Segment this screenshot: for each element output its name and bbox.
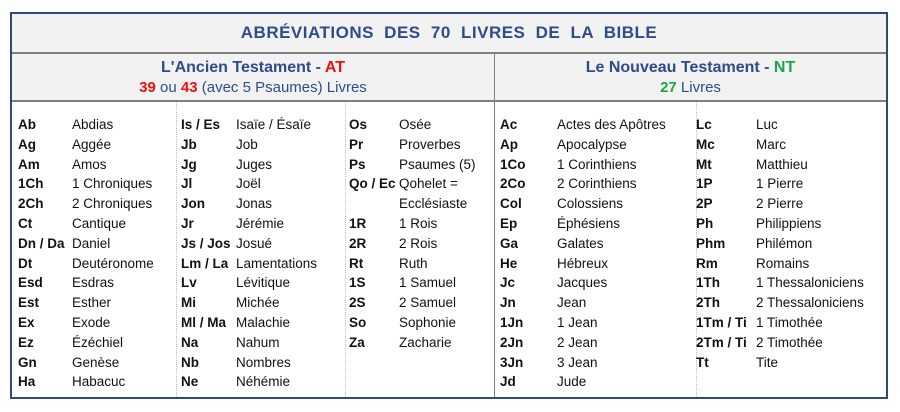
book-name: 2 Timothée xyxy=(756,334,823,350)
book-abbreviation: 1Co xyxy=(500,156,526,172)
book-row xyxy=(181,194,317,214)
book-row xyxy=(181,313,317,333)
book-row xyxy=(18,115,154,135)
book-abbreviation: 2Tm / Ti xyxy=(696,334,747,350)
book-abbreviation: So xyxy=(349,314,367,330)
book-name: 2 Samuel xyxy=(399,295,457,311)
at-column-2 xyxy=(181,115,317,392)
book-row xyxy=(181,174,317,194)
book-name: 2 Thessaloniciens xyxy=(756,295,864,311)
at-heading: L'Ancien Testament - xyxy=(161,59,325,76)
book-abbreviation: Lm / La xyxy=(181,255,229,271)
book-row xyxy=(181,333,317,353)
book-row xyxy=(18,174,154,194)
book-row xyxy=(18,155,154,175)
book-abbreviation: Jn xyxy=(500,295,516,311)
book-name: Ecclésiaste xyxy=(399,196,468,212)
book-abbreviation: Ha xyxy=(18,374,36,390)
book-row xyxy=(500,372,666,392)
nt-count: 27 xyxy=(660,79,677,96)
book-name: 1 Pierre xyxy=(756,176,804,192)
book-row xyxy=(696,313,864,333)
book-abbreviation: Dn / Da xyxy=(18,235,65,251)
book-name: Jean xyxy=(557,295,587,311)
book-name: Zacharie xyxy=(399,334,452,350)
book-name: Habacuc xyxy=(72,374,126,390)
book-name: Jérémie xyxy=(236,215,285,231)
book-name: Jude xyxy=(557,374,587,390)
book-row xyxy=(18,372,154,392)
at-count-alt: 43 xyxy=(180,79,198,96)
book-row xyxy=(349,174,476,194)
book-name: Genèse xyxy=(72,354,120,370)
book-name: Juges xyxy=(236,156,273,172)
book-row xyxy=(349,254,476,274)
book-row xyxy=(349,234,476,254)
book-row xyxy=(181,234,317,254)
book-row xyxy=(349,313,476,333)
book-name: Daniel xyxy=(72,235,111,251)
book-name: Abdias xyxy=(72,117,114,132)
book-name: 2 Rois xyxy=(399,235,438,251)
book-abbreviation: Rm xyxy=(696,255,718,271)
nt-column-1 xyxy=(500,115,666,392)
book-name: Deutéronome xyxy=(72,255,154,271)
book-abbreviation: Ml / Ma xyxy=(181,314,227,330)
book-name: Isaïe / Ésaïe xyxy=(236,117,312,132)
book-name: 1 Thessaloniciens xyxy=(756,275,864,291)
book-row xyxy=(18,293,154,313)
nt-heading: Le Nouveau Testament - xyxy=(585,59,774,76)
book-name: Ruth xyxy=(399,255,428,271)
book-abbreviation: Js / Jos xyxy=(181,235,231,251)
book-name: Lamentations xyxy=(236,255,318,271)
book-row xyxy=(349,115,476,135)
column-divider xyxy=(345,102,346,397)
book-name: Nombres xyxy=(236,354,291,370)
book-name: Galates xyxy=(557,235,604,251)
book-abbreviation: Jon xyxy=(181,196,206,212)
book-name: 2 Pierre xyxy=(756,196,804,212)
book-name: 3 Jean xyxy=(557,354,598,370)
book-row xyxy=(18,234,154,254)
book-name: 2 Corinthiens xyxy=(557,176,637,192)
book-row xyxy=(500,293,666,313)
book-abbreviation: 1Ch xyxy=(18,176,44,192)
table-title: ABRÉVIATIONS DES 70 LIVRES DE LA BIBLE xyxy=(12,14,886,54)
book-row xyxy=(181,353,317,373)
book-row xyxy=(18,333,154,353)
book-abbreviation: Esd xyxy=(18,275,43,291)
book-name: Esdras xyxy=(72,275,115,291)
book-abbreviation: Mc xyxy=(696,136,715,152)
at-code: AT xyxy=(324,59,345,76)
book-name: Ézéchiel xyxy=(72,334,124,350)
book-abbreviation: 2Co xyxy=(500,176,526,192)
book-row xyxy=(500,234,666,254)
book-row xyxy=(696,194,864,214)
book-abbreviation: Na xyxy=(181,334,199,350)
book-row xyxy=(181,214,317,234)
book-row xyxy=(500,115,666,135)
book-row xyxy=(18,273,154,293)
book-abbreviation: Mt xyxy=(696,156,712,172)
book-row xyxy=(500,214,666,234)
book-row xyxy=(181,372,317,392)
book-abbreviation: Jc xyxy=(500,275,516,291)
book-abbreviation: 1R xyxy=(349,215,367,231)
book-row xyxy=(500,174,666,194)
old-testament-header xyxy=(12,54,494,102)
book-name: Néhémie xyxy=(236,374,291,390)
book-row xyxy=(18,214,154,234)
book-row xyxy=(181,115,317,135)
book-abbreviation: Col xyxy=(500,196,522,212)
book-abbreviation: 2Ch xyxy=(18,196,44,212)
book-abbreviation: Qo / Ec xyxy=(349,176,396,192)
book-row xyxy=(18,353,154,373)
book-abbreviation: 1S xyxy=(349,275,366,291)
book-name: Éphésiens xyxy=(557,215,621,231)
book-name: 1 Rois xyxy=(399,215,438,231)
book-abbreviation: Ps xyxy=(349,156,366,172)
book-name: Nahum xyxy=(236,334,280,350)
book-abbreviation: Rt xyxy=(349,255,364,271)
book-row xyxy=(696,155,864,175)
book-abbreviation: 1P xyxy=(696,176,713,192)
book-row xyxy=(349,214,476,234)
book-name: Michée xyxy=(236,295,280,311)
book-abbreviation: 3Jn xyxy=(500,354,524,370)
book-name: Tite xyxy=(756,354,779,370)
book-row xyxy=(181,155,317,175)
book-name: 1 Timothée xyxy=(756,314,823,330)
book-abbreviation: Ne xyxy=(181,374,199,390)
book-abbreviation: Ez xyxy=(18,334,34,350)
book-name: Joël xyxy=(236,176,261,192)
book-row xyxy=(696,115,864,135)
book-abbreviation: Ac xyxy=(500,117,518,132)
book-row xyxy=(349,333,476,353)
book-name: Aggée xyxy=(72,136,112,152)
book-abbreviation: Est xyxy=(18,295,40,311)
book-row xyxy=(18,194,154,214)
book-name: 1 Jean xyxy=(557,314,598,330)
at-column-3 xyxy=(349,115,476,353)
book-name: Cantique xyxy=(72,215,127,231)
book-row xyxy=(696,234,864,254)
book-row xyxy=(349,273,476,293)
book-abbreviation: Lc xyxy=(696,117,712,132)
book-row xyxy=(500,155,666,175)
book-name: 1 Samuel xyxy=(399,275,457,291)
book-name: Apocalypse xyxy=(557,136,627,152)
new-testament-header xyxy=(495,54,886,102)
book-row xyxy=(500,135,666,155)
book-name: 2 Jean xyxy=(557,334,598,350)
book-name: Hébreux xyxy=(557,255,609,271)
book-row xyxy=(696,273,864,293)
book-abbreviation: Jg xyxy=(181,156,197,172)
book-row xyxy=(696,135,864,155)
book-abbreviation: Lv xyxy=(181,275,197,291)
book-abbreviation: He xyxy=(500,255,518,271)
book-abbreviation: Mi xyxy=(181,295,196,311)
book-name: Actes des Apôtres xyxy=(557,117,666,132)
book-row xyxy=(18,313,154,333)
book-row xyxy=(500,313,666,333)
book-row xyxy=(696,254,864,274)
book-name: Psaumes (5) xyxy=(399,156,476,172)
book-abbreviation: Ep xyxy=(500,215,518,231)
book-abbreviation: 2Jn xyxy=(500,334,524,350)
book-name: Lévitique xyxy=(236,275,291,291)
book-row xyxy=(696,353,864,373)
book-name: Josué xyxy=(236,235,273,251)
book-name: 2 Chroniques xyxy=(72,196,153,212)
testament-divider xyxy=(494,54,495,397)
book-name: Philippiens xyxy=(756,215,822,231)
book-row xyxy=(349,293,476,313)
at-count: 39 xyxy=(139,79,156,96)
book-row xyxy=(500,273,666,293)
book-abbreviation: 2P xyxy=(696,196,713,212)
book-abbreviation: Ct xyxy=(18,215,33,231)
book-name: Job xyxy=(236,136,258,152)
book-name: Philémon xyxy=(756,235,813,251)
at-column-1 xyxy=(18,115,154,392)
book-row xyxy=(500,254,666,274)
book-row xyxy=(696,214,864,234)
book-name: Jonas xyxy=(236,196,273,212)
at-or: ou xyxy=(155,79,181,96)
column-divider xyxy=(176,102,177,397)
book-name: Malachie xyxy=(236,314,291,330)
book-row xyxy=(696,293,864,313)
book-name: Romains xyxy=(756,255,810,271)
at-note: (avec 5 Psaumes) Livres xyxy=(197,79,367,96)
book-abbreviation: Pr xyxy=(349,136,364,152)
book-abbreviation: 1Tm / Ti xyxy=(696,314,747,330)
book-abbreviation: Jd xyxy=(500,374,516,390)
book-row xyxy=(181,293,317,313)
book-row xyxy=(18,254,154,274)
book-abbreviation: Ga xyxy=(500,235,519,251)
book-abbreviation: Is / Es xyxy=(181,117,221,132)
book-abbreviation: 2Th xyxy=(696,295,721,311)
book-row xyxy=(349,155,476,175)
book-abbreviation: Jr xyxy=(181,215,194,231)
book-abbreviation: 2S xyxy=(349,295,366,311)
book-abbreviation: Ap xyxy=(500,136,518,152)
book-abbreviation: Jl xyxy=(181,176,193,192)
book-row xyxy=(181,135,317,155)
book-name: Colossiens xyxy=(557,196,624,212)
book-name: Jacques xyxy=(557,275,608,291)
bible-abbreviations-table xyxy=(10,12,888,399)
book-name: 1 Corinthiens xyxy=(557,156,637,172)
book-name: 1 Chroniques xyxy=(72,176,153,192)
book-abbreviation: 1Th xyxy=(696,275,721,291)
book-abbreviation: Ag xyxy=(18,136,36,152)
book-abbreviation: Za xyxy=(349,334,365,350)
book-row xyxy=(18,135,154,155)
book-row xyxy=(500,353,666,373)
book-name: Qohelet = xyxy=(399,176,458,192)
book-abbreviation: 2R xyxy=(349,235,367,251)
book-name: Matthieu xyxy=(756,156,808,172)
book-name: Luc xyxy=(756,117,778,132)
nt-note: Livres xyxy=(676,79,721,96)
book-name: Proverbes xyxy=(399,136,461,152)
book-row xyxy=(181,273,317,293)
book-row xyxy=(500,194,666,214)
book-abbreviation: Phm xyxy=(696,235,726,251)
book-name: Marc xyxy=(756,136,786,152)
book-abbreviation: Nb xyxy=(181,354,199,370)
book-name: Exode xyxy=(72,314,111,330)
book-abbreviation: Dt xyxy=(18,255,33,271)
book-abbreviation: Ex xyxy=(18,314,35,330)
book-row xyxy=(500,333,666,353)
book-abbreviation: Ph xyxy=(696,215,714,231)
book-row xyxy=(349,135,476,155)
book-row xyxy=(181,254,317,274)
book-row xyxy=(696,174,864,194)
book-abbreviation: 1Jn xyxy=(500,314,524,330)
nt-code: NT xyxy=(773,59,796,76)
book-name: Sophonie xyxy=(399,314,457,330)
book-abbreviation: Am xyxy=(18,156,40,172)
book-name: Esther xyxy=(72,295,112,311)
book-name: Amos xyxy=(72,156,107,172)
book-abbreviation: Gn xyxy=(18,354,37,370)
book-abbreviation: Os xyxy=(349,117,368,132)
book-row xyxy=(696,333,864,353)
book-abbreviation: Tt xyxy=(696,354,709,370)
nt-column-2 xyxy=(696,115,864,372)
book-row xyxy=(349,194,476,214)
book-abbreviation: Ab xyxy=(18,117,36,132)
book-name: Osée xyxy=(399,117,432,132)
book-abbreviation: Jb xyxy=(181,136,197,152)
